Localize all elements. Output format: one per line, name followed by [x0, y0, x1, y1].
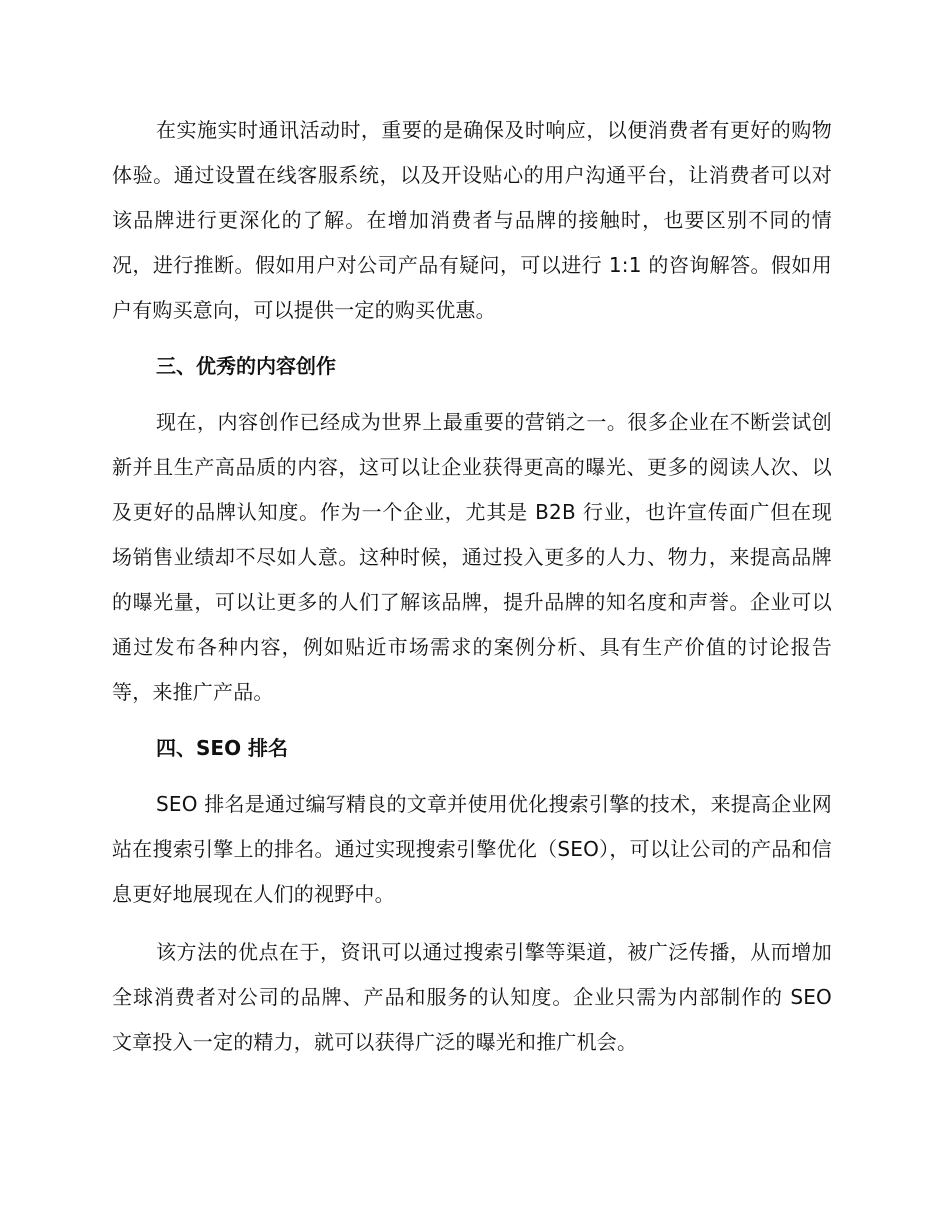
paragraph-content-creation: 现在，内容创作已经成为世界上最重要的营销之一。很多企业在不断尝试创新并且生产高品质的内容，这可以让企业获得更高的曝光、更多的阅读人次、以及更好的品牌认知度。作为一个企业，尤其是 B2B 行业，也许宣传面广但在现场销售业绩却不尽如人意。这种时候，通过投入更多的人力、物力，来提高品牌的曝光量，可以让更多的人们了解该品牌，提升品牌的知名度和声誉。企业可以通过发布各种内容，例如贴近市场需求的案例分析、具有生产价值的讨论报告等，来推广产品。 [112, 410, 832, 704]
document-page [112, 108, 832, 1065]
section-heading-seo-ranking: 四、SEO 排名 [156, 736, 289, 760]
spacer [112, 389, 832, 400]
paragraph-realtime-communication: 在实施实时通讯活动时，重要的是确保及时响应，以便消费者有更好的购物体验。通过设置在线客服系统，以及开设贴心的用户沟通平台，让消费者可以对该品牌进行更深化的了解。在增加消费者与品牌的接触时，也要区别不同的情况，进行推断。假如用户对公司产品有疑问，可以进行 1:1 的咨询解答。假如用户有购买意向，可以提供一定的购买优惠。 [112, 118, 832, 322]
section-heading-content-creation: 三、优秀的内容创作 [156, 354, 336, 378]
paragraph-seo-definition: SEO 排名是通过编写精良的文章并使用优化搜索引擎的技术，来提高企业网站在搜索引擎上的排名。通过实现搜索引擎优化（SEO），可以让公司的产品和信息更好地展现在人们的视野中。 [112, 792, 832, 906]
spacer [112, 715, 832, 726]
paragraph-seo-advantages: 该方法的优点在于，资讯可以通过搜索引擎等渠道，被广泛传播，从而增加全球消费者对公司的品牌、产品和服务的认知度。企业只需为内部制作的 SEO 文章投入一定的精力，就可以获得广泛的曝光和推广机会。 [112, 940, 832, 1054]
spacer [112, 771, 832, 782]
spacer [112, 333, 832, 344]
spacer [112, 917, 832, 930]
